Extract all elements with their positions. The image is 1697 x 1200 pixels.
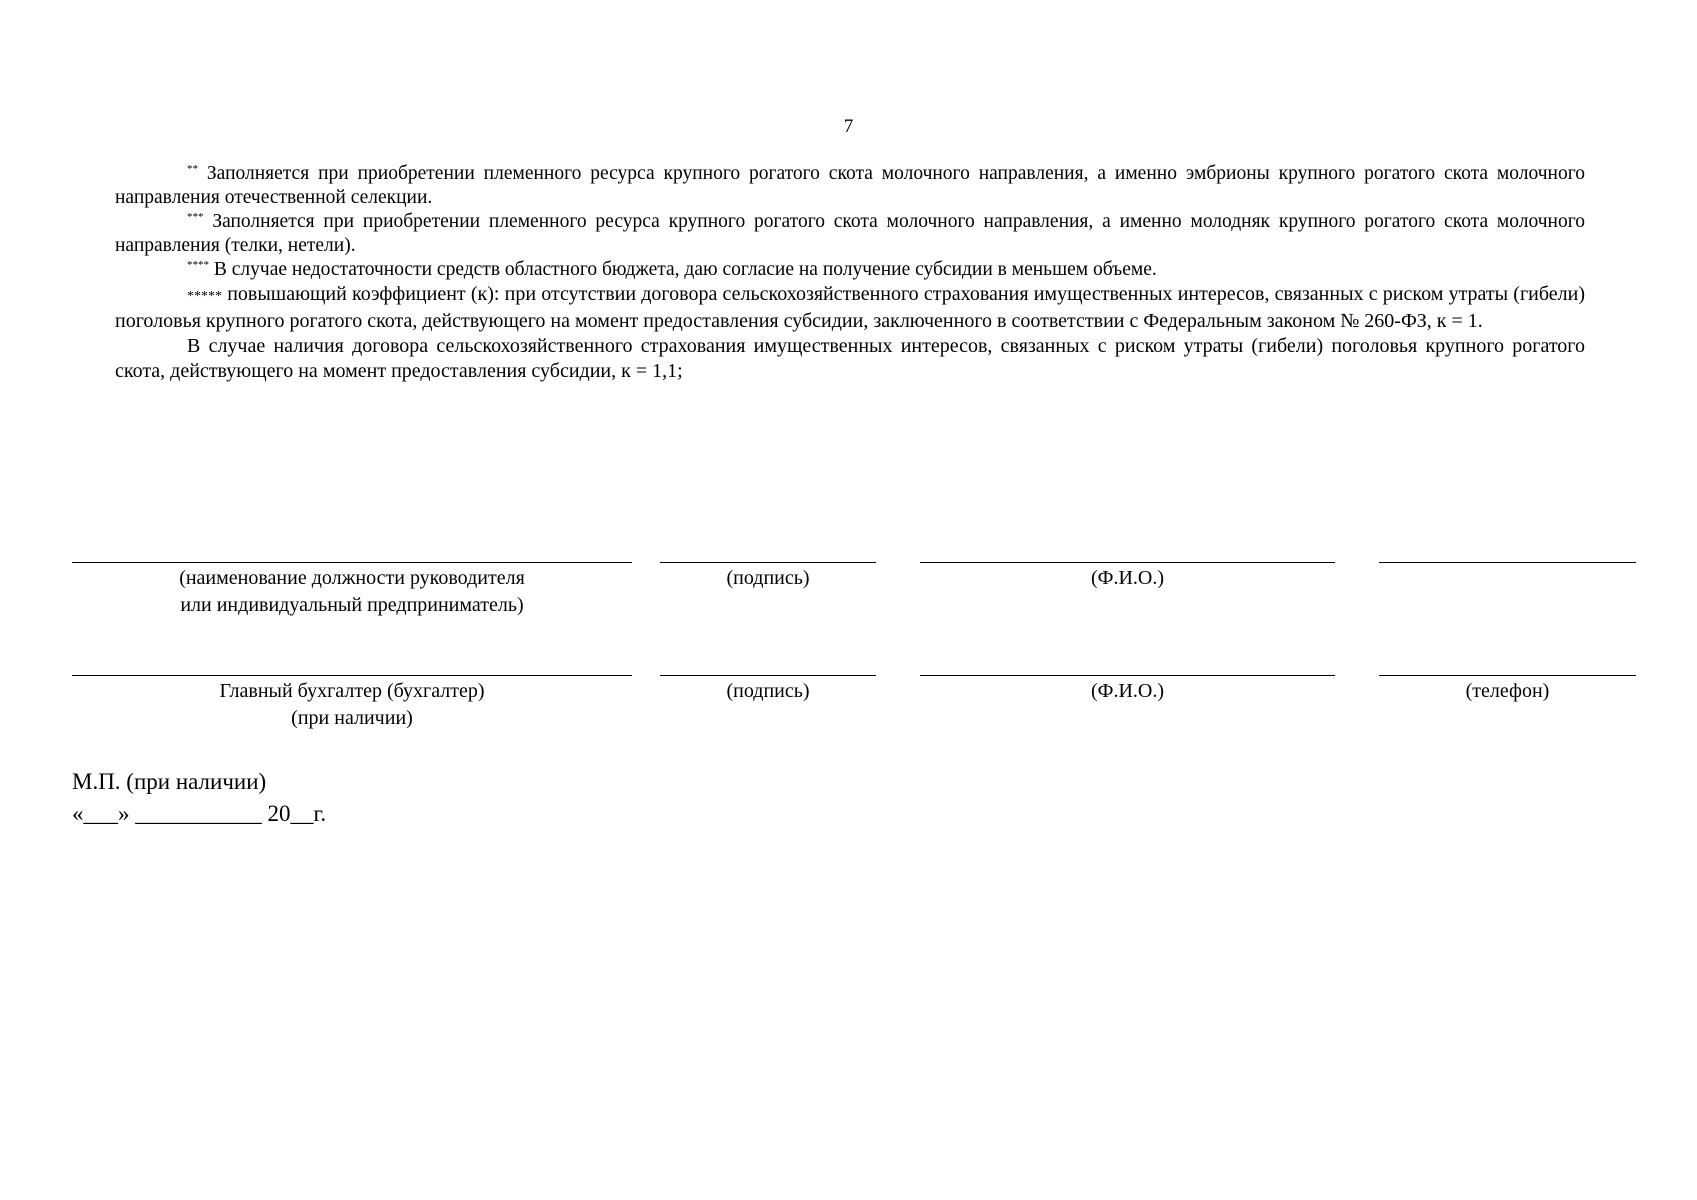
footnote-text: Заполняется при приобретении племенного ресурса крупного рогатого скота молочного направления, а именно молодняк крупного рогатого скота молочного направления (телки, нетели).: [115, 211, 1585, 256]
page-number: 7: [843, 116, 854, 137]
footnote-marker: *****: [187, 289, 222, 304]
blank-field: [1379, 562, 1636, 565]
footnote-coefficient: [115, 282, 1585, 334]
accountant-label: Главный бухгалтер (бухгалтер) (при наличии): [72, 675, 632, 732]
signature-label: (подпись): [660, 562, 876, 592]
stamp-and-date-block: [72, 766, 326, 830]
footnote-text: В случае недостаточности средств областного бюджета, даю согласие на получение субсидии в меньшем объеме.: [209, 259, 1157, 280]
footnotes-block: [115, 162, 1585, 384]
date-line: «___» ___________ 20__г.: [72, 801, 327, 826]
footnote-text: В случае наличия договора сельскохозяйственного страхования имущественных интересов, связанных с риском утраты (гибели) поголовья крупного рогатого скота, действующего на момент предоставления субсидии, к = 1,1;: [115, 335, 1585, 382]
stamp-line: М.П. (при наличии): [72, 769, 267, 794]
footnote-text: повышающий коэффициент (к): при отсутствии договора сельскохозяйственного страхования имущественных интересов, связанных с риском утраты (гибели) поголовья крупного рогатого скота, действующего на момент предоставления субсидии, заключенного в соответствии с Федеральным законом № 260-ФЗ, к = 1.: [115, 283, 1585, 332]
footnote-embryos: [115, 162, 1585, 210]
footnote-marker: **: [187, 163, 198, 175]
footnote-marker: ****: [187, 259, 209, 271]
position-label: (наименование должности руководителя или индивидуальный предприниматель): [72, 562, 632, 619]
full-name-label: (Ф.И.О.): [920, 562, 1335, 592]
full-name-label: (Ф.И.О.): [920, 675, 1335, 705]
footnote-budget-consent: [115, 258, 1585, 282]
phone-label: (телефон): [1379, 675, 1636, 705]
footnote-marker: ***: [187, 211, 204, 223]
footnote-young-stock: [115, 210, 1585, 258]
footnote-text: Заполняется при приобретении племенного ресурса крупного рогатого скота молочного направления, а именно эмбрионы крупного рогатого скота молочного направления отечественной селекции.: [115, 163, 1585, 208]
footnote-insurance: [115, 334, 1585, 384]
signature-label: (подпись): [660, 675, 876, 705]
